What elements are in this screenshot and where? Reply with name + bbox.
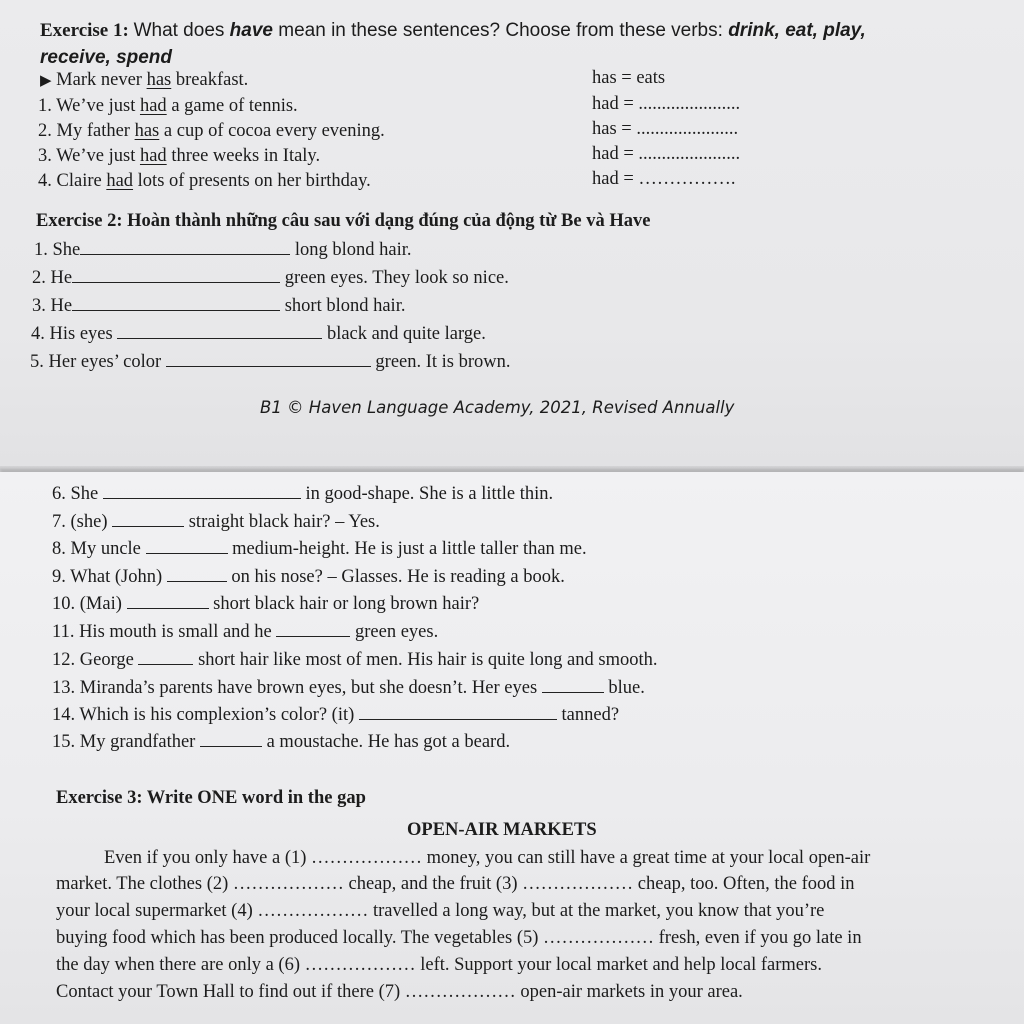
exercise-2-item: 8. My uncle medium-height. He is just a little taller than me.: [52, 539, 587, 559]
answer-blank[interactable]: [359, 705, 557, 720]
answer-blank[interactable]: [127, 594, 209, 609]
exercise-1-label: Exercise 1:: [40, 20, 129, 41]
exercise-2-item: 5. Her eyes’ color green. It is brown.: [30, 352, 511, 372]
passage-line: your local supermarket (4) ……………… travelled a long way, but at the market, you know that you’re: [56, 901, 825, 921]
answer-blank[interactable]: [72, 296, 280, 311]
worksheet-page-1: [0, 0, 1024, 468]
worksheet-page-2: [0, 472, 1024, 1024]
exercise-1-answer: had = …………….: [592, 169, 736, 189]
answer-blank[interactable]: [72, 268, 280, 283]
passage-line: Contact your Town Hall to find out if there (7) ……………… open-air markets in your area.: [56, 982, 743, 1002]
answer-blank[interactable]: [276, 622, 350, 637]
passage-line: market. The clothes (2) ……………… cheap, and the fruit (3) ……………… cheap, too. Often, the food in: [56, 874, 855, 894]
exercise-1-example-answer: has = eats: [592, 68, 666, 88]
exercise-2-title: Exercise 2: Hoàn thành những câu sau với dạng đúng của động từ Be và Have: [36, 211, 651, 231]
exercise-2-item: 9. What (John) on his nose? – Glasses. He is reading a book.: [52, 567, 565, 587]
exercise-1-verbs-cont: receive, spend: [40, 47, 173, 68]
exercise-2-item: 7. (she) straight black hair? – Yes.: [52, 512, 380, 532]
answer-blank[interactable]: [542, 678, 604, 693]
exercise-2-item: 13. Miranda’s parents have brown eyes, but she doesn’t. Her eyes blue.: [52, 678, 645, 698]
exercise-1-item: 1. We’ve just had a game of tennis.: [38, 96, 298, 116]
exercise-1-answer: had = ......................: [592, 144, 741, 164]
answer-blank[interactable]: [138, 650, 193, 665]
exercise-1-heading: [40, 18, 866, 44]
passage-line: the day when there are only a (6) ……………… left. Support your local market and help local farmers.: [56, 955, 822, 975]
passage-line: buying food which has been produced locally. The vegetables (5) ……………… fresh, even if you go late in: [56, 928, 862, 948]
exercise-1-example: ▶ Mark never has breakfast.: [40, 70, 249, 90]
exercise-2-item: 3. He short blond hair.: [32, 296, 406, 316]
exercise-2-item: 4. His eyes black and quite large.: [31, 324, 486, 344]
exercise-1-item: 2. My father has a cup of cocoa every evening.: [38, 121, 385, 141]
arrow-marker-icon: ▶: [40, 73, 52, 89]
exercise-1-item: 4. Claire had lots of presents on her birthday.: [38, 171, 371, 191]
answer-blank[interactable]: [103, 484, 301, 499]
exercise-2-item: 2. He green eyes. They look so nice.: [32, 268, 509, 288]
answer-blank[interactable]: [112, 512, 184, 527]
passage-line: Even if you only have a (1) ……………… money, you can still have a great time at your local open-air: [104, 848, 871, 868]
answer-blank[interactable]: [166, 352, 371, 367]
exercise-2-item: 10. (Mai) short black hair or long brown hair?: [52, 594, 480, 614]
answer-blank[interactable]: [146, 539, 228, 554]
exercise-2-item: 1. She long blond hair.: [34, 240, 412, 260]
exercise-2-item: 12. George short hair like most of men. His hair is quite long and smooth.: [52, 650, 658, 670]
answer-blank[interactable]: [80, 240, 290, 255]
exercise-2-item: 15. My grandfather a moustache. He has got a beard.: [52, 732, 511, 752]
exercise-2-item: 11. His mouth is small and he green eyes.: [52, 622, 439, 642]
exercise-2-item: 6. She in good-shape. She is a little thin.: [52, 484, 554, 504]
exercise-1-item: 3. We’ve just had three weeks in Italy.: [38, 146, 321, 166]
exercise-2-item: 14. Which is his complexion’s color? (it) tanned?: [52, 705, 620, 725]
exercise-1-question: What does have mean in these sentences? Choose from these verbs: drink, eat, play,: [133, 20, 866, 41]
copyright-footer: B1 © Haven Language Academy, 2021, Revised Annually: [260, 398, 735, 417]
exercise-1-answer: had = ......................: [592, 94, 741, 114]
answer-blank[interactable]: [200, 732, 262, 747]
answer-blank[interactable]: [117, 324, 322, 339]
answer-blank[interactable]: [167, 567, 227, 582]
exercise-3-title: Exercise 3: Write ONE word in the gap: [56, 788, 366, 808]
exercise-1-answer: has = ......................: [592, 119, 739, 139]
passage-title: OPEN-AIR MARKETS: [407, 820, 597, 840]
